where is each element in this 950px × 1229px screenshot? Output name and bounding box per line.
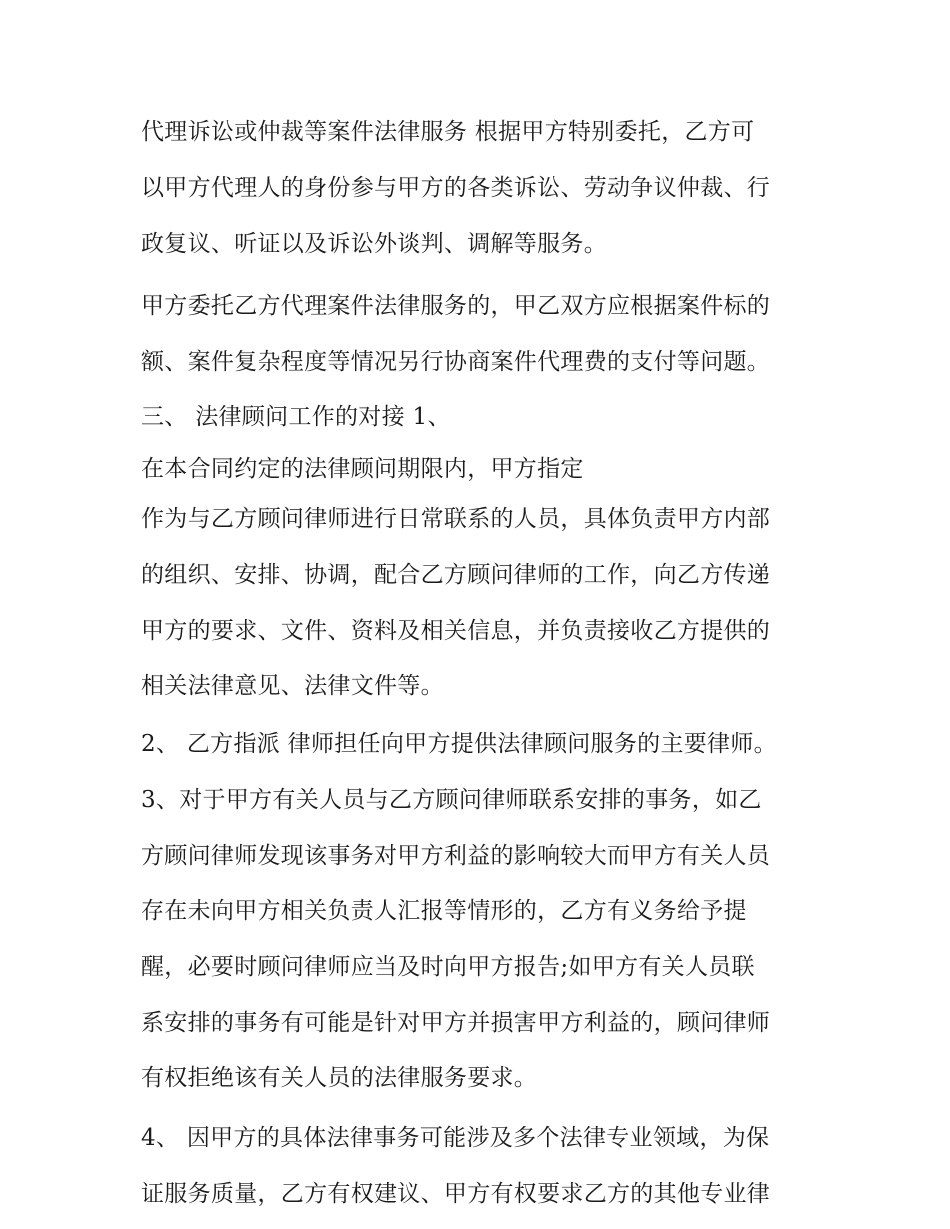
text-line: 证服务质量，乙方有权建议、甲方有权要求乙方的其他专业律 bbox=[141, 1181, 771, 1207]
text-line: 3、对于甲方有关人员与乙方顾问律师联系安排的事务，如乙 bbox=[141, 787, 762, 813]
text-line: 代理诉讼或仲裁等案件法律服务 根据甲方特别委托，乙方可 bbox=[141, 119, 755, 145]
text-line: 系安排的事务有可能是针对甲方并损害甲方利益的，顾问律师 bbox=[141, 1010, 771, 1036]
text-line: 作为与乙方顾问律师进行日常联系的人员，具体负责甲方内部 bbox=[141, 506, 771, 532]
text-line: 醒，必要时顾问律师应当及时向甲方报告;如甲方有关人员联 bbox=[141, 954, 755, 980]
text-line: 在本合同约定的法律顾问期限内，甲方指定 bbox=[141, 456, 584, 482]
text-line: 方顾问律师发现该事务对甲方利益的影响较大而甲方有关人员 bbox=[141, 843, 771, 869]
text-line: 4、 因甲方的具体法律事务可能涉及多个法律专业领域，为保 bbox=[141, 1125, 770, 1151]
section-heading: 三、 法律顾问工作的对接 1、 bbox=[141, 404, 451, 430]
text-line: 2、 乙方指派 律师担任向甲方提供法律顾问服务的主要律师。 bbox=[141, 731, 777, 757]
text-line: 有权拒绝该有关人员的法律服务要求。 bbox=[141, 1065, 538, 1091]
text-line: 政复议、听证以及诉讼外谈判、调解等服务。 bbox=[141, 231, 607, 257]
text-line: 额、案件复杂程度等情况另行协商案件代理费的支付等问题。 bbox=[141, 349, 771, 375]
text-line: 以甲方代理人的身份参与甲方的各类诉讼、劳动争议仲裁、行 bbox=[141, 175, 771, 201]
text-line: 相关法律意见、法律文件等。 bbox=[141, 673, 444, 699]
text-line: 甲方委托乙方代理案件法律服务的，甲乙双方应根据案件标的 bbox=[141, 293, 771, 319]
document-body bbox=[141, 112, 821, 1214]
text-line: 甲方的要求、文件、资料及相关信息，并负责接收乙方提供的 bbox=[141, 618, 771, 644]
text-line: 的组织、安排、协调，配合乙方顾问律师的工作，向乙方传递 bbox=[141, 562, 771, 588]
text-line: 存在未向甲方相关负责人汇报等情形的，乙方有义务给予提 bbox=[141, 898, 747, 924]
